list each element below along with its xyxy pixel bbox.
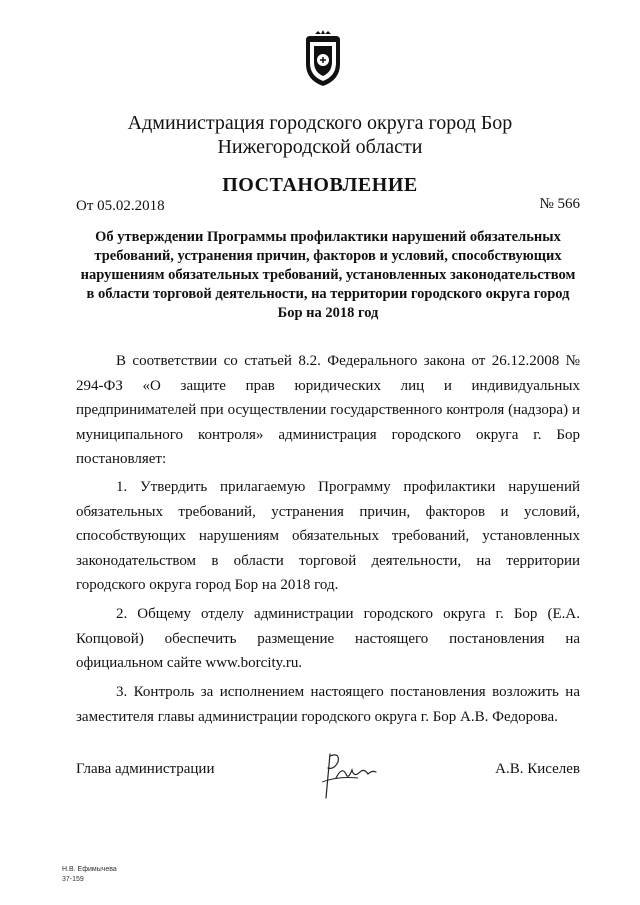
document-number: № 566 bbox=[539, 196, 580, 212]
document-type-title: ПОСТАНОВЛЕНИЕ bbox=[222, 174, 418, 196]
organization-region: Нижегородской области bbox=[217, 136, 423, 158]
organization-name: Администрация городского округа город Бор bbox=[127, 112, 513, 134]
preamble-paragraph: В соответствии со статьей 8.2. Федерального закона от 26.12.2008 № 294-ФЗ «О защите прав юридических лиц и индивидуальных предпринимателей при осуществлении государственного контроля (надзора) и муниципального контроля» администрация городского округа г. Бор постановляет: bbox=[76, 353, 580, 468]
signatory-name: А.В. Киселев bbox=[495, 761, 580, 777]
handwritten-signature bbox=[318, 748, 380, 804]
executor-phone: 37-159 bbox=[62, 876, 84, 883]
signatory-position: Глава администрации bbox=[76, 761, 215, 777]
document-date: От 05.02.2018 bbox=[76, 198, 165, 214]
coat-of-arms-emblem bbox=[300, 30, 346, 88]
executor-name: Н.В. Ефимычева bbox=[62, 866, 117, 873]
clause-paragraph-1: 1. Утвердить прилагаемую Программу профилактики нарушений обязательных требований, устранения причин, факторов и условий, способствующих нарушениям обязательных требований, установленных законодательством в области торговой деятельности, на территории городского округа город Бор на 2018 год. bbox=[76, 479, 580, 594]
clause-paragraph-2: 2. Общему отделу администрации городского округа г. Бор (Е.А. Копцовой) обеспечить размещение настоящего постановления на официальном сайте www.borcity.ru. bbox=[76, 606, 580, 672]
clause-paragraph-3: 3. Контроль за исполнением настоящего постановления возложить на заместителя главы администрации городского округа г. Бор А.В. Федорова. bbox=[76, 684, 580, 725]
document-subject: Об утверждении Программы профилактики нарушений обязательных требований, устранения причин, факторов и условий, способствующих нарушениям обязательных требований, установленных законодательством в области торговой деятельности, на территории городского округа город Бор на 2018 год bbox=[80, 229, 576, 321]
